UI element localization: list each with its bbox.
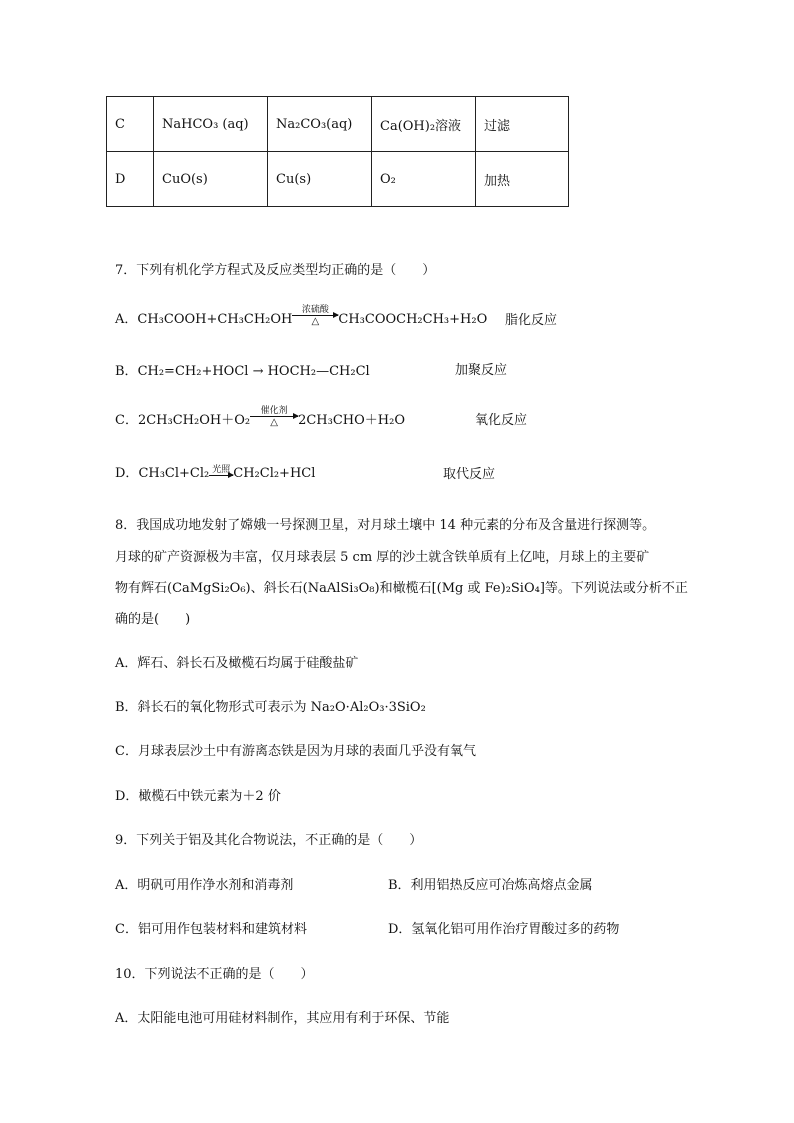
- equation-left: CH₃COOH+CH₃CH₂OH: [137, 312, 293, 327]
- equation-right: CH₂Cl₂+HCl: [233, 466, 316, 481]
- arrow-line: [250, 416, 298, 417]
- question-7-option-c: [115, 405, 406, 428]
- reaction-type: 脂化反应: [505, 313, 558, 328]
- question-9-option-b: B．利用铝热反应可冶炼高熔点金属: [388, 878, 593, 893]
- equation: CH₂=CH₂+HOCl → HOCH₂—CH₂Cl: [137, 364, 370, 379]
- equation-right: 2CH₃CHO＋H₂O: [298, 413, 406, 428]
- question-8-option-a: A．辉石、斜长石及橄榄石均属于硅酸盐矿: [115, 656, 359, 671]
- question-7-option-b: [115, 360, 370, 379]
- table-cell: C: [107, 97, 154, 152]
- option-prefix: C．: [115, 413, 138, 428]
- question-8-option-d: D．橄榄石中铁元素为＋2 价: [115, 789, 281, 804]
- table-cell: Na₂CO₃(aq): [268, 97, 372, 152]
- table-row: [107, 97, 569, 152]
- reaction-arrow: [292, 305, 338, 327]
- arrow-line: [292, 315, 338, 316]
- option-prefix: D．: [115, 466, 139, 481]
- reaction-type: 取代反应: [443, 467, 496, 482]
- arrow-condition-bottom: △: [270, 416, 278, 428]
- question-9-option-a: A．明矾可用作净水剂和消毒剂: [115, 878, 294, 893]
- question-8-stem-line-4: 确的是( ): [115, 612, 191, 627]
- table-cell: 过滤: [476, 97, 569, 152]
- question-8-option-c: C．月球表层沙土中有游离态铁是因为月球的表面几乎没有氧气: [115, 744, 476, 759]
- arrow-condition-top: 光照: [212, 465, 231, 475]
- arrow-condition-top: 催化剂: [260, 405, 288, 416]
- reaction-type: 氧化反应: [475, 413, 528, 428]
- question-10-option-a: A．太阳能电池可用硅材料制作，其应用有利于环保、节能: [115, 1011, 450, 1026]
- question-9-option-c: C．铝可用作包装材料和建筑材料: [115, 922, 307, 937]
- table-row: [107, 152, 569, 207]
- reaction-arrow: [250, 406, 298, 428]
- table-cell: Ca(OH)₂溶液: [372, 97, 476, 152]
- question-9-option-d: D．氢氧化铝可用作治疗胃酸过多的药物: [388, 922, 620, 937]
- table-cell: NaHCO₃ (aq): [154, 97, 268, 152]
- question-10-stem: 10．下列说法不正确的是（ ）: [115, 967, 314, 982]
- equation-right: CH₃COOCH₂CH₃+H₂O: [338, 312, 488, 327]
- question-8-stem-line-2: 月球的矿产资源极为丰富，仅月球表层 5 cm 厚的沙土就含铁单质有上亿吨，月球上的主要矿: [115, 550, 650, 565]
- question-8-stem-line-1: 8．我国成功地发射了嫦娥一号探测卫星，对月球土壤中 14 种元素的分布及含量进行探测等。: [115, 518, 656, 533]
- arrow-line: [209, 475, 233, 476]
- equation-left: CH₃Cl+Cl₂: [138, 466, 210, 481]
- table-cell: D: [107, 152, 154, 207]
- question-7-option-a: [115, 304, 488, 327]
- reaction-type: 加聚反应: [455, 363, 508, 378]
- question-9-stem: 9．下列关于铝及其化合物说法，不正确的是（ ）: [115, 833, 423, 848]
- table-cell: CuO(s): [154, 152, 268, 207]
- options-table: [106, 96, 569, 207]
- arrow-condition-top: 浓硫酸: [301, 304, 329, 315]
- table-cell: Cu(s): [268, 152, 372, 207]
- question-8-option-b: B．斜长石的氧化物形式可表示为 Na₂O·Al₂O₃·3SiO₂: [115, 700, 426, 715]
- reaction-arrow: [209, 465, 233, 476]
- question-7-option-d: [115, 462, 315, 481]
- equation-left: 2CH₃CH₂OH＋O₂: [137, 413, 251, 428]
- table-cell: O₂: [372, 152, 476, 207]
- table-cell: 加热: [476, 152, 569, 207]
- arrow-condition-bottom: △: [311, 315, 320, 327]
- option-prefix: A．: [115, 312, 138, 327]
- question-7-stem: 7．下列有机化学方程式及反应类型均正确的是（ ）: [115, 263, 436, 278]
- option-prefix: B．: [115, 364, 138, 379]
- question-8-stem-line-3: 物有辉石(CaMgSi₂O₆)、斜长石(NaAlSi₃O₈)和橄榄石[(Mg 或 Fe)₂SiO₄]等。下列说法或分析不正: [115, 581, 688, 596]
